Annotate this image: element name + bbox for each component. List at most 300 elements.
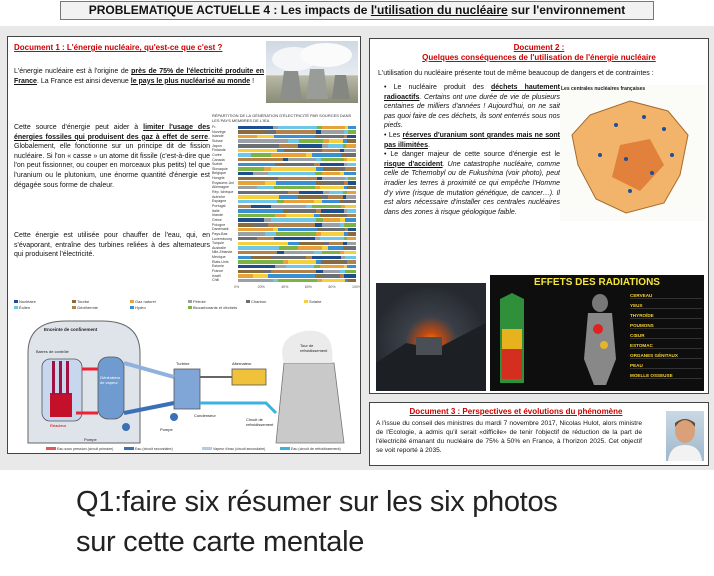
- chart-bar-segment: [348, 130, 356, 133]
- chart-bar-segment: [348, 228, 356, 231]
- chart-bar-segment: [284, 149, 314, 152]
- chart-country-label: Espagne: [212, 199, 227, 204]
- doc1-p1-end: !: [250, 77, 255, 85]
- chart-bar-segment: [278, 126, 317, 129]
- chart-bar-segment: [320, 214, 344, 217]
- chart-bar-segment: [347, 158, 356, 161]
- doc2-bullets: [384, 83, 560, 217]
- chart-bar-segment: [299, 191, 323, 194]
- worksheet-photo: [0, 26, 714, 470]
- label-turbine: Turbine: [176, 361, 190, 366]
- doc1-paragraph-3: Cette énergie est utilisée pour chauffer de l'eau, qui, en s'évaporant, entraîne des turbines reliées à des alternateurs qui produisent l'électricité.: [14, 232, 210, 259]
- chart-bar-segment: [265, 181, 276, 184]
- doc1-paragraph-1: [14, 67, 264, 86]
- radiation-organ-label: ESTOMAC: [630, 343, 702, 349]
- chart-bar-segment: [322, 177, 345, 180]
- banner-suffix: sur l'environnement: [507, 3, 626, 17]
- chart-bar-segment: [314, 200, 321, 203]
- chart-bar-segment: [348, 181, 356, 184]
- doc1-title: Document 1 : L'énergie nucléaire, qu'est-ce que c'est ?: [14, 43, 223, 52]
- chart-bar-segment: [276, 232, 316, 235]
- chart-bar-segment: [253, 223, 268, 226]
- bullet-2-highlight: réserves d'uranium sont grandes mais ne sont pas illimitées: [384, 131, 561, 149]
- chart-country-label: Allemagne: [212, 185, 229, 190]
- chart-bar-segment: [299, 139, 323, 142]
- chart-bar-segment: [306, 153, 313, 156]
- chart-bar-segment: [276, 130, 316, 133]
- doc1-p1-highlight-2: le pays le plus nucléarisé au monde: [130, 77, 251, 85]
- radiation-title: EFFETS DES RADIATIONS: [534, 277, 660, 288]
- chart-bar-segment: [251, 205, 271, 208]
- doc1-p1-text: L'énergie nucléaire est à l'origine de: [14, 68, 132, 75]
- chart-legend-item: Géothermie: [72, 305, 98, 310]
- chart-country-label: Rép. tchèque: [212, 190, 234, 195]
- chart-bar-segment: [271, 167, 316, 170]
- chart-country-label: Royaume-Uni: [212, 180, 234, 185]
- chart-x-axis: [234, 285, 360, 291]
- chart-bar-segment: [268, 223, 315, 226]
- chart-bar-segment: [238, 223, 253, 226]
- chart-country-label: Finlande: [212, 148, 226, 153]
- nicolas-hulot-photo: [666, 411, 704, 461]
- label-steam-generator: Générateur de vapeur: [100, 375, 121, 385]
- doc1-p1-highlight: près de 75% de l'électricité produite en France: [14, 68, 264, 85]
- chart-country-label: Slovaquie: [212, 166, 228, 171]
- chart-bar-segment: [238, 195, 279, 198]
- banner-text: PROBLEMATIQUE ACTUELLE 4 : Les impacts de: [88, 3, 371, 17]
- chart-country-label: Suède: [212, 162, 223, 167]
- chart-country-label: Grèce: [212, 217, 222, 222]
- chart-bar-segment: [238, 251, 277, 254]
- chart-bar-segment: [321, 181, 344, 184]
- chart-country-label: Israël: [212, 273, 221, 278]
- chart-bar-segment: [238, 191, 288, 194]
- chart-bar-segment: [345, 153, 356, 156]
- chart-axis-tick: 0%: [234, 285, 240, 289]
- radiation-organ-label: YEUX: [630, 303, 702, 309]
- question-line-1: Q1:faire six résumer sur les six photos: [76, 486, 558, 518]
- chart-bar-segment: [347, 209, 356, 212]
- chart-country-label: Mexique: [212, 255, 226, 260]
- chart-bar-segment: [286, 214, 314, 217]
- chart-bar-segment: [274, 186, 315, 189]
- chart-country-label: Nlle-Zélande: [212, 250, 233, 255]
- doc3-title: Document 3 : Perspectives et évolutions du phénomène: [409, 407, 623, 416]
- chart-country-label: Pologne: [212, 222, 226, 227]
- chart-bar-segment: [265, 130, 276, 133]
- chart-country-label: Islande: [212, 134, 224, 139]
- chart-bar-segment: [346, 195, 356, 198]
- chart-bar-segment: [322, 279, 345, 282]
- chart-bar-segment: [275, 214, 286, 217]
- radiation-organ-label: MOELLE OSSEUSE: [630, 373, 702, 379]
- chart-bar-segment: [346, 144, 356, 147]
- chart-country-label: Turquie: [212, 241, 225, 246]
- chart-bar-segment: [238, 153, 251, 156]
- chart-bar-segment: [286, 163, 314, 166]
- chart-bar-segment: [321, 130, 344, 133]
- chart-bar-segment: [315, 274, 322, 277]
- chart-bar-segment: [348, 177, 356, 180]
- chart-bar-segment: [238, 177, 273, 180]
- chart-bar-segment: [306, 256, 313, 259]
- chart-bar-segment: [271, 270, 316, 273]
- label-condenser: Condenseur: [194, 413, 216, 418]
- chart-country-label: Fr.: [212, 125, 217, 129]
- chart-bar-segment: [275, 265, 286, 268]
- chart-country-label: Estonie: [212, 264, 224, 269]
- power-plant-photo: [266, 41, 358, 103]
- chart-bar-segment: [344, 223, 356, 226]
- doc2-title: Document 2 :: [513, 43, 565, 52]
- chart-country-label: Japon: [212, 143, 222, 148]
- chart-legend-item: Hydro: [130, 305, 146, 310]
- chart-bar-segment: [329, 242, 343, 245]
- chart-bar-segment: [288, 191, 300, 194]
- chart-bar-segment: [328, 246, 343, 249]
- chart-bar-segment: [322, 172, 340, 175]
- chart-country-label: Australie: [212, 245, 226, 250]
- chart-country-label: Irlande: [212, 213, 223, 218]
- chart-bar-segment: [315, 172, 322, 175]
- chart-bar-segment: [344, 251, 356, 254]
- chart-bar-segment: [275, 163, 286, 166]
- chart-bar-segment: [251, 153, 271, 156]
- chart-bar-segment: [276, 181, 316, 184]
- header-area: [0, 0, 714, 26]
- chart-bar-segment: [345, 218, 356, 221]
- chart-legend-item: Tourbe: [72, 299, 89, 304]
- chart-bar-segment: [271, 153, 305, 156]
- chart-bar-segment: [238, 167, 264, 170]
- chart-bar-segment: [320, 135, 344, 138]
- chart-bar-segment: [274, 135, 315, 138]
- chart-bar-segment: [238, 172, 253, 175]
- chart-title: RÉPARTITION DE LA GÉNÉRATION D'ÉLECTRICITÉ PAR SOURCES DANS LES PAYS MEMBRES DE L'IEA: [212, 113, 352, 123]
- question-line-2: sur cette carte mentale: [76, 526, 365, 558]
- doc1-p2-text: Cette source d'énergie peut aider à: [14, 124, 144, 131]
- bullet-2-end: .: [427, 141, 430, 149]
- doc1-p2-highlight: limiter l'usage des énergies fossiles qui produisent des gaz à effet de serre: [14, 124, 210, 141]
- chart-country-label: Danemark: [212, 227, 229, 232]
- chart-bar-segment: [238, 135, 257, 138]
- chart-bar-segment: [328, 195, 343, 198]
- radiation-organ-label: PEAU: [630, 363, 702, 369]
- chart-bar-segment: [299, 242, 323, 245]
- chart-bar-segment: [271, 205, 305, 208]
- chart-bar-segment: [238, 144, 279, 147]
- chart-bar-segment: [238, 130, 265, 133]
- radiation-organ-label: ORGANES GÉNITAUX: [630, 353, 702, 359]
- chart-bar-segment: [329, 191, 343, 194]
- chart-bar-segment: [316, 270, 323, 273]
- chart-bar-segment: [320, 265, 344, 268]
- bullet-3-detail: . Une catastrophe nucléaire, comme celle de Tchernobyl ou de Fukushima (voir photo), peut irradier les terres à proximité ce qui empêche l'Homme d'y vivre (risque de mutation génétique, de cancer…). Il est alors nécessaire d'installer ces centrales nucléaires dans des zones à risque géologique faible.: [384, 160, 560, 216]
- chart-bar-segment: [315, 223, 322, 226]
- chart-bar-segment: [348, 232, 356, 235]
- chart-bar-segment: [277, 200, 284, 203]
- chart-bar-segment: [238, 139, 288, 142]
- label-pump-1: Pompe: [84, 437, 97, 442]
- radiation-organ-label: CERVEAU: [630, 293, 702, 299]
- radiation-effects-infographic: [490, 275, 704, 391]
- radiation-organ-label: THYROÏDE: [630, 313, 702, 319]
- diagram-legend: [46, 449, 356, 453]
- chart-country-label: Pays-Bas: [212, 231, 228, 236]
- chart-country-label: Luxembourg: [212, 236, 232, 241]
- radiation-organ-list: [630, 293, 702, 383]
- label-control-rods: Barres de contrôle: [36, 349, 69, 354]
- chart-country-label: États-Unis: [212, 259, 229, 264]
- chart-bar-segment: [322, 126, 345, 129]
- document-1: [7, 36, 361, 454]
- chart-bar-segment: [288, 260, 316, 263]
- chart-bar-segment: [253, 172, 268, 175]
- chart-bar-segment: [278, 279, 317, 282]
- diagram-legend-item: Eau (circuit de refroidissement): [280, 447, 341, 451]
- chart-bar-segment: [284, 200, 314, 203]
- chart-bar-segment: [316, 218, 323, 221]
- chart-bar-segment: [238, 256, 251, 259]
- chart-bar-segment: [345, 270, 356, 273]
- chart-bar-segment: [347, 163, 356, 166]
- chart-bar-segment: [238, 246, 279, 249]
- chart-bar-segment: [312, 153, 341, 156]
- chart-bar-segment: [268, 274, 315, 277]
- chart-bar-segment: [347, 265, 356, 268]
- chart-bar-segment: [253, 274, 268, 277]
- chart-bar-segment: [344, 274, 356, 277]
- chart-bar-segment: [238, 186, 257, 189]
- reactor-diagram: [14, 317, 354, 449]
- doc2-intro: L'utilisation du nucléaire présente tout de même beaucoup de dangers et de contraintes :: [378, 70, 654, 77]
- map-title: Les centrales nucléaires françaises: [561, 86, 646, 92]
- bullet-1-highlight: déchets hautement radioactifs: [384, 84, 560, 101]
- chart-country-label: Autriche: [212, 194, 226, 199]
- electricity-source-chart: [212, 113, 362, 299]
- chart-bar-segment: [329, 139, 343, 142]
- chart-legend: [14, 299, 358, 313]
- chart-bar-segment: [347, 191, 356, 194]
- chart-bar-segment: [257, 237, 273, 240]
- chart-bar-segment: [321, 158, 344, 161]
- chart-bar-segment: [322, 223, 340, 226]
- chart-legend-item: Pétrole: [188, 299, 206, 304]
- chart-bar-segment: [264, 218, 271, 221]
- chart-bar-segment: [238, 265, 275, 268]
- diagram-legend-item: Eau sous pression (circuit primaire): [46, 447, 113, 451]
- chart-bar-segment: [278, 177, 317, 180]
- chart-bar-segment: [238, 158, 283, 161]
- chart-bar-segment: [264, 167, 271, 170]
- chart-bar-segment: [347, 260, 356, 263]
- chart-bar-segment: [344, 172, 356, 175]
- chart-axis-tick: 80%: [328, 285, 336, 289]
- doc3-text: A l'issue du conseil des ministres du mardi 7 novembre 2017, Nicolas Hulot, alors ministre de l'Ecologie, a admis qu'il serait «difficile» de tenir l'objectif de réduction de la part de l'électricité émanant du nucléaire de 75% à 50% en France, à l'horizon 2025. Cet objectif se voit reporté à 2035.: [376, 420, 642, 454]
- chart-bar-segment: [238, 232, 265, 235]
- france-reactors-map: [560, 85, 706, 221]
- chart-bar-segment: [278, 228, 317, 231]
- chart-bar-segment: [279, 195, 297, 198]
- chart-country-label: France: [212, 269, 224, 274]
- radiation-organ-label: CŒUR: [630, 333, 702, 339]
- label-pump-2: Pompe: [160, 427, 173, 432]
- chart-bar-segment: [298, 195, 322, 198]
- chart-bar-segment: [321, 260, 344, 263]
- doc1-p2-text-2: . Globalement, elle fonctionne sur un principe dit de fission nucléaire. Si l'on « casse » un atome dit fissile (c'est-à-dire que l'on peut fissionner, ou couper en morceaux plus petits) tel que l'uranium ou le plutonium, une énorme quantité d'énergie est dégagée sous forme de chaleur.: [14, 133, 210, 189]
- chart-bar-segment: [314, 149, 321, 152]
- chart-bar-segment: [347, 139, 356, 142]
- chart-bar-segment: [279, 246, 297, 249]
- chart-axis-tick: 100%: [352, 285, 362, 289]
- chart-bar-segment: [265, 232, 276, 235]
- chart-bars: [238, 125, 356, 283]
- chart-legend-item: Charbon: [246, 299, 266, 304]
- chart-bar-segment: [323, 167, 340, 170]
- chart-bar-segment: [320, 186, 344, 189]
- chart-bar-segment: [320, 237, 344, 240]
- chart-bar-segment: [268, 172, 315, 175]
- doc2-bullet-3: • Le danger majeur de cette source d'énergie est le risque d'accident. Une catastrophe nucléaire, comme celle de Tchernobyl ou de Fukushima (voir photo), peut irradier les terres à proximité ce qui empêche l'Homme d'y vivre (risque de mutation génétique, de cancer…). Il est alors nécessaire d'installer ces centrales nucléaires dans des zones à risque géologique faible.: [384, 151, 560, 216]
- chart-bar-segment: [345, 167, 356, 170]
- chart-bar-segment: [238, 270, 264, 273]
- chart-bar-segment: [347, 214, 356, 217]
- chart-axis-tick: 20%: [257, 285, 265, 289]
- chart-bar-segment: [257, 186, 273, 189]
- chart-bar-segment: [277, 251, 284, 254]
- chart-bar-segment: [238, 209, 283, 212]
- chart-bar-segment: [288, 158, 316, 161]
- chart-bar-segment: [328, 144, 343, 147]
- bullet-1-text: Le nucléaire produit des: [393, 84, 492, 91]
- chart-bar-segment: [322, 200, 340, 203]
- chart-bar-segment: [238, 181, 265, 184]
- chart-bar-segment: [323, 270, 340, 273]
- chart-bar-segment: [238, 214, 275, 217]
- chart-legend-item: Éolien: [14, 305, 30, 310]
- diagram-legend-item: Vapeur d'eau (circuit secondaire): [202, 447, 265, 451]
- chart-bar-segment: [323, 218, 340, 221]
- chart-legend-item: Biocarburants et déchets: [188, 305, 237, 310]
- label-containment: Enceinte de confinement: [44, 327, 98, 332]
- chart-bar-segment: [288, 139, 300, 142]
- chart-bar-segment: [238, 163, 275, 166]
- doc2-bullet-2: • Les réserves d'uranium sont grandes mais ne sont pas illimitées.: [384, 131, 561, 149]
- doc2-subtitle: Quelques conséquences de l'utilisation de l'énergie nucléaire: [422, 53, 656, 62]
- document-2: [369, 38, 709, 394]
- chart-bar-segment: [312, 205, 341, 208]
- chart-bar-segment: [347, 186, 356, 189]
- diagram-legend-item: Eau (circuit secondaire): [124, 447, 173, 451]
- chart-legend-item: Gaz naturel: [130, 299, 156, 304]
- chart-bar-segment: [251, 256, 271, 259]
- chart-country-label: Canada: [212, 157, 225, 162]
- chart-bar-segment: [279, 144, 297, 147]
- chart-bar-segment: [286, 265, 314, 268]
- chart-axis-tick: 60%: [304, 285, 312, 289]
- chart-bar-segment: [321, 209, 344, 212]
- doc1-p1-text-2: . La France est ainsi devenue: [36, 77, 131, 85]
- chart-bar-segment: [238, 149, 277, 152]
- chart-country-label: Hongrie: [212, 176, 225, 181]
- chart-bar-segment: [346, 246, 356, 249]
- chart-bar-segment: [277, 149, 284, 152]
- chart-bar-segment: [271, 218, 316, 221]
- chart-bar-segment: [288, 242, 300, 245]
- bullet-3-text: Le danger majeur de cette source d'énergie est le: [390, 151, 560, 159]
- chart-bar-segment: [238, 200, 277, 203]
- chart-bar-segment: [238, 242, 288, 245]
- chart-bar-segment: [322, 149, 340, 152]
- chart-bar-segment: [238, 126, 273, 129]
- chart-country-label: Chili: [212, 278, 219, 283]
- chart-axis-tick: 40%: [281, 285, 289, 289]
- chart-country-label: Norvège: [212, 129, 226, 134]
- doc2-bullet-1: • Le nucléaire produit des déchets hautement radioactifs. Certains ont une durée de vie de plusieurs centaines de milliers d'années ! Aujourd'hui, on ne sait pas quoi faire de ces déchets, ils sont enterrés sous nos pieds.: [384, 84, 560, 130]
- chart-legend-item: Solaire: [304, 299, 321, 304]
- chart-bar-segment: [238, 260, 283, 263]
- chart-bar-segment: [348, 279, 356, 282]
- chart-bar-segment: [322, 228, 345, 231]
- banner-keyword: l'utilisation du nucléaire: [370, 3, 508, 17]
- chart-bar-segment: [347, 135, 356, 138]
- doc1-paragraph-2: [14, 123, 210, 190]
- chart-bar-segment: [321, 232, 344, 235]
- chart-bar-segment: [348, 126, 356, 129]
- chart-country-label: Belgique: [212, 171, 226, 176]
- chart-bar-segment: [238, 205, 251, 208]
- label-cooling-circuit: Circuit de refroidissement: [246, 417, 274, 427]
- chart-bar-segment: [264, 270, 271, 273]
- label-reactor: Réacteur: [50, 423, 67, 428]
- chart-bar-segment: [238, 228, 273, 231]
- chart-bar-segment: [322, 274, 340, 277]
- chart-bar-segment: [238, 279, 273, 282]
- chart-bar-segment: [345, 205, 356, 208]
- chart-bar-segment: [314, 251, 321, 254]
- bullet-2-text: Les: [388, 131, 403, 139]
- chart-bar-segment: [306, 205, 313, 208]
- chart-bar-segment: [345, 256, 356, 259]
- chart-bar-segment: [312, 256, 341, 259]
- chart-bar-segment: [274, 237, 315, 240]
- chart-bar-segment: [347, 242, 356, 245]
- chart-bar-segment: [347, 237, 356, 240]
- chart-bar-segment: [238, 218, 264, 221]
- chart-country-label: Portugal: [212, 204, 226, 208]
- chart-bar-segment: [298, 144, 322, 147]
- chart-bar-segment: [271, 256, 305, 259]
- chart-legend-item: Nucléaire: [14, 299, 36, 304]
- chart-bar-segment: [284, 251, 314, 254]
- page-banner: [60, 1, 654, 20]
- bullet-3-highlight: risque d'accident: [384, 160, 443, 168]
- bullet-1-detail: . Certains ont une durée de vie de plusieurs centaines de milliers d'années ! Aujourd'hui, on ne sait pas quoi faire de ces déchets, ils sont enterrés sous nos pieds.: [384, 93, 560, 130]
- label-alternator: Alternateur: [232, 361, 252, 366]
- chart-bar-segment: [322, 251, 340, 254]
- chart-bar-segment: [238, 237, 257, 240]
- chart-bar-segment: [344, 200, 356, 203]
- chart-country-label: Italie: [212, 208, 220, 213]
- chart-bar-segment: [320, 163, 344, 166]
- chart-bar-segment: [344, 149, 356, 152]
- chart-bar-segment: [316, 167, 323, 170]
- chart-bar-segment: [257, 135, 273, 138]
- fukushima-photo: [376, 283, 486, 391]
- chart-country-label: Suisse: [212, 138, 223, 143]
- chart-country-label: Corée: [212, 152, 222, 157]
- label-cooling-tower: Tour de refroidissement: [300, 343, 328, 353]
